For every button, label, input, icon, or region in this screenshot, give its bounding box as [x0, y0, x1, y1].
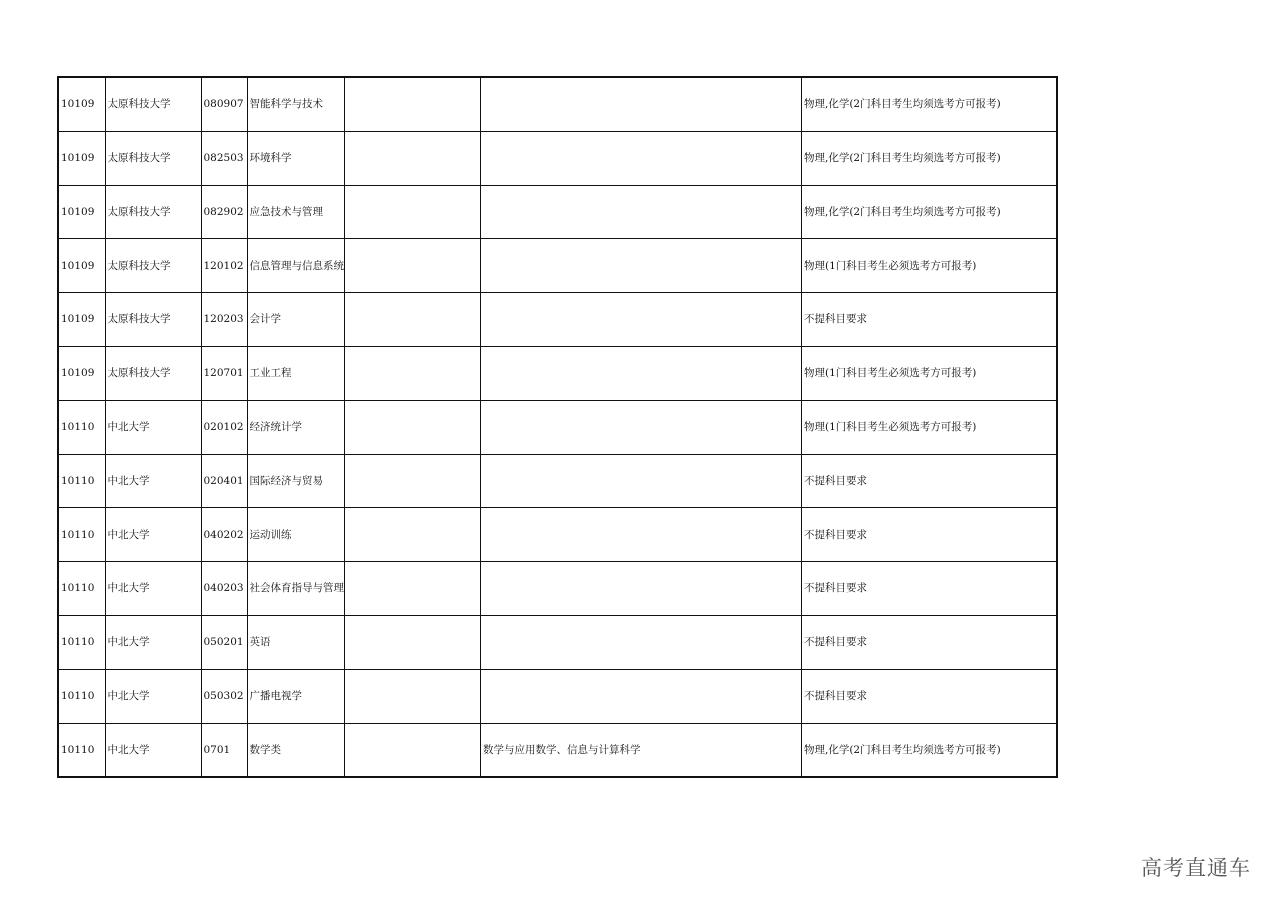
major-name-cell: 会计学	[247, 293, 345, 347]
major-name-cell: 经济统计学	[247, 400, 345, 454]
table-row	[58, 346, 1057, 400]
table-row	[58, 454, 1057, 508]
table-row	[58, 293, 1057, 347]
included-majors-cell	[481, 508, 802, 562]
major-code-cell: 120102	[201, 239, 247, 293]
major-name-cell: 信息管理与信息系统	[247, 239, 345, 293]
table-row	[58, 131, 1057, 185]
empty-cell	[345, 669, 481, 723]
school-name-cell: 中北大学	[105, 723, 201, 777]
school-name-cell: 中北大学	[105, 508, 201, 562]
empty-cell	[345, 293, 481, 347]
school-code-cell: 10110	[58, 669, 105, 723]
subject-requirement-cell: 不提科目要求	[802, 508, 1057, 562]
included-majors-cell	[481, 239, 802, 293]
table-row	[58, 669, 1057, 723]
major-name-cell: 环境科学	[247, 131, 345, 185]
major-code-cell: 0701	[201, 723, 247, 777]
included-majors-cell: 数学与应用数学、信息与计算科学	[481, 723, 802, 777]
school-code-cell: 10109	[58, 346, 105, 400]
watermark-logo-text: 高考直通车	[1141, 856, 1251, 880]
subject-requirement-cell: 物理(1门科目考生必须选考方可报考)	[802, 239, 1057, 293]
school-code-cell: 10110	[58, 615, 105, 669]
table-row	[58, 185, 1057, 239]
school-code-cell: 10110	[58, 400, 105, 454]
school-name-cell: 中北大学	[105, 454, 201, 508]
empty-cell	[345, 77, 481, 131]
major-code-cell: 020401	[201, 454, 247, 508]
school-code-cell: 10110	[58, 562, 105, 616]
school-name-cell: 中北大学	[105, 400, 201, 454]
subject-requirement-cell: 不提科目要求	[802, 454, 1057, 508]
school-name-cell: 中北大学	[105, 669, 201, 723]
major-code-cell: 040202	[201, 508, 247, 562]
empty-cell	[345, 454, 481, 508]
included-majors-cell	[481, 185, 802, 239]
major-name-cell: 工业工程	[247, 346, 345, 400]
school-code-cell: 10109	[58, 185, 105, 239]
school-code-cell: 10109	[58, 77, 105, 131]
major-code-cell: 080907	[201, 77, 247, 131]
school-name-cell: 太原科技大学	[105, 346, 201, 400]
subject-requirement-cell: 物理,化学(2门科目考生均须选考方可报考)	[802, 131, 1057, 185]
empty-cell	[345, 615, 481, 669]
school-name-cell: 太原科技大学	[105, 131, 201, 185]
table-row	[58, 239, 1057, 293]
empty-cell	[345, 508, 481, 562]
major-code-cell: 020102	[201, 400, 247, 454]
empty-cell	[345, 400, 481, 454]
empty-cell	[345, 562, 481, 616]
major-name-cell: 英语	[247, 615, 345, 669]
school-code-cell: 10110	[58, 454, 105, 508]
included-majors-cell	[481, 293, 802, 347]
major-name-cell: 智能科学与技术	[247, 77, 345, 131]
included-majors-cell	[481, 400, 802, 454]
subject-requirement-table	[57, 76, 1058, 778]
major-code-cell: 050302	[201, 669, 247, 723]
school-name-cell: 太原科技大学	[105, 239, 201, 293]
major-code-cell: 082503	[201, 131, 247, 185]
table-row	[58, 562, 1057, 616]
school-name-cell: 中北大学	[105, 615, 201, 669]
major-name-cell: 数学类	[247, 723, 345, 777]
major-code-cell: 050201	[201, 615, 247, 669]
table-row	[58, 508, 1057, 562]
major-name-cell: 应急技术与管理	[247, 185, 345, 239]
table-row	[58, 77, 1057, 131]
school-name-cell: 太原科技大学	[105, 185, 201, 239]
empty-cell	[345, 239, 481, 293]
school-code-cell: 10109	[58, 131, 105, 185]
table-body	[58, 77, 1057, 777]
school-code-cell: 10109	[58, 293, 105, 347]
subject-requirement-cell: 物理(1门科目考生必须选考方可报考)	[802, 346, 1057, 400]
school-code-cell: 10110	[58, 508, 105, 562]
subject-requirement-cell: 不提科目要求	[802, 562, 1057, 616]
major-name-cell: 广播电视学	[247, 669, 345, 723]
included-majors-cell	[481, 562, 802, 616]
included-majors-cell	[481, 454, 802, 508]
subject-requirement-cell: 不提科目要求	[802, 615, 1057, 669]
school-name-cell: 太原科技大学	[105, 77, 201, 131]
subject-requirement-cell: 物理(1门科目考生必须选考方可报考)	[802, 400, 1057, 454]
school-code-cell: 10110	[58, 723, 105, 777]
subject-requirement-cell: 物理,化学(2门科目考生均须选考方可报考)	[802, 77, 1057, 131]
table-row	[58, 615, 1057, 669]
school-name-cell: 太原科技大学	[105, 293, 201, 347]
subject-requirement-cell: 不提科目要求	[802, 669, 1057, 723]
included-majors-cell	[481, 615, 802, 669]
empty-cell	[345, 185, 481, 239]
major-code-cell: 120701	[201, 346, 247, 400]
subject-requirement-cell: 不提科目要求	[802, 293, 1057, 347]
major-name-cell: 社会体育指导与管理	[247, 562, 345, 616]
major-name-cell: 国际经济与贸易	[247, 454, 345, 508]
subject-requirement-cell: 物理,化学(2门科目考生均须选考方可报考)	[802, 723, 1057, 777]
included-majors-cell	[481, 346, 802, 400]
school-name-cell: 中北大学	[105, 562, 201, 616]
school-code-cell: 10109	[58, 239, 105, 293]
empty-cell	[345, 723, 481, 777]
empty-cell	[345, 131, 481, 185]
included-majors-cell	[481, 77, 802, 131]
empty-cell	[345, 346, 481, 400]
included-majors-cell	[481, 669, 802, 723]
major-code-cell: 120203	[201, 293, 247, 347]
major-code-cell: 040203	[201, 562, 247, 616]
major-name-cell: 运动训练	[247, 508, 345, 562]
table-row	[58, 723, 1057, 777]
major-code-cell: 082902	[201, 185, 247, 239]
table-row	[58, 400, 1057, 454]
included-majors-cell	[481, 131, 802, 185]
subject-requirement-cell: 物理,化学(2门科目考生均须选考方可报考)	[802, 185, 1057, 239]
